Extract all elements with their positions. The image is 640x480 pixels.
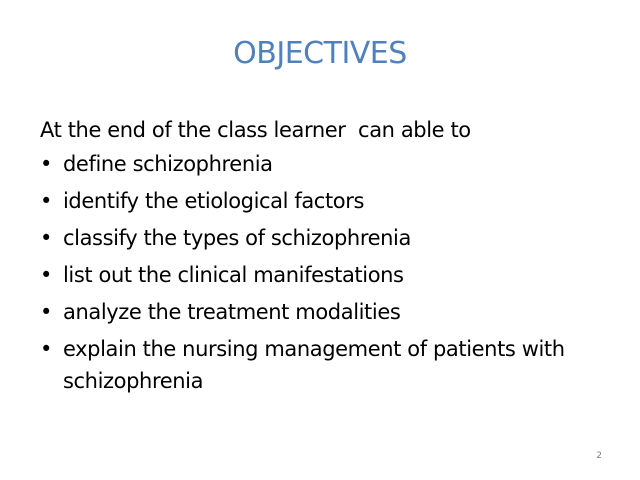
list-item [40, 185, 610, 217]
list-item [40, 296, 610, 328]
list-item-text: explain the nursing management of patients with schizophrenia [63, 337, 565, 393]
bullet-icon: • [40, 300, 52, 324]
list-item-text: analyze the treatment modalities [63, 300, 401, 324]
bullet-icon: • [40, 263, 52, 287]
objectives-list [40, 148, 610, 402]
bullet-icon: • [40, 337, 52, 361]
slide-title: OBJECTIVES [233, 36, 407, 71]
page-number: 2 [596, 451, 602, 461]
list-item-text: identify the etiological factors [63, 189, 365, 213]
list-item-text: classify the types of schizophrenia [63, 226, 411, 250]
list-item-text: list out the clinical manifestations [63, 263, 404, 287]
list-item [40, 259, 610, 291]
list-item [40, 222, 610, 254]
intro-text: At the end of the class learner can able to [40, 118, 471, 142]
list-item-text: define schizophrenia [63, 152, 273, 176]
bullet-icon: • [40, 226, 52, 250]
bullet-icon: • [40, 189, 52, 213]
list-item [40, 148, 610, 180]
bullet-icon: • [40, 152, 52, 176]
list-item [40, 333, 610, 397]
